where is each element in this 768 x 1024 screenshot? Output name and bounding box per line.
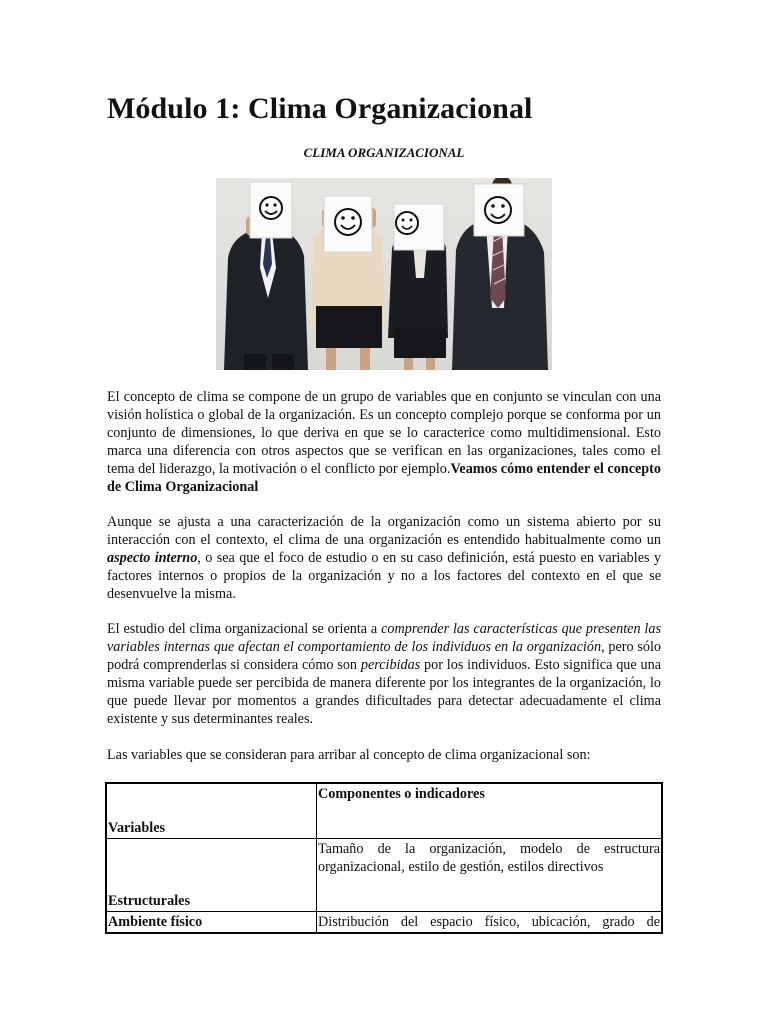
table-row <box>106 839 662 912</box>
illustration-photo <box>216 178 552 370</box>
paragraph-intro <box>107 388 661 496</box>
paragraph2-part2: , o sea que el foco de estudio o en su caso definición, está puesto en variables y factores internos o propios de la organización y no a los factores del contexto en el que se desenvuelve la misma. <box>107 550 661 602</box>
header-variables-label: Variables <box>108 820 166 836</box>
variables-table <box>105 782 663 934</box>
paragraph-intro-bold: Veamos cómo entender el concepto de Clima Organizacional <box>107 461 661 495</box>
person-3 <box>388 204 448 370</box>
table-row <box>106 912 662 934</box>
table-cell-variable <box>106 839 317 912</box>
row-ambiente-fisico-label: Ambiente físico <box>108 914 203 930</box>
table-header-row <box>106 783 662 839</box>
page-title: Módulo 1: Clima Organizacional <box>107 92 533 125</box>
header-components-label: Componentes o indicadores <box>318 786 485 802</box>
row-ambiente-fisico-components: Distribución del espacio físico, ubicación, grado de <box>318 914 660 930</box>
four-people-smiley-faces-image <box>216 178 552 370</box>
paragraph-internal-aspect <box>107 513 661 603</box>
row-estructurales-label: Estructurales <box>108 893 190 909</box>
aspecto-interno-emphasis: aspecto interno <box>107 550 198 566</box>
paragraph3-part2: , pero sólo podrá comprenderlas si considera cómo son <box>107 639 661 673</box>
table-header-components <box>317 783 663 839</box>
paragraph3-part1: El estudio del clima organizacional se orienta a <box>107 621 382 637</box>
paragraph-study <box>107 620 661 728</box>
paragraph-variables-intro: Las variables que se consideran para arribar al concepto de clima organizacional son: <box>107 747 591 763</box>
paragraph3-italic1: comprender las características que presenten las variables internas que afectan el comportamiento de los individuos en la organización <box>107 621 661 655</box>
table-cell-components <box>317 912 663 934</box>
paragraph3-part3: por los individuos. Esto significa que una misma variable puede ser percibida de manera diferente por los integrantes de la organización, lo que puede llevar por momentos a grandes dificultades para detectar adecuadamente el clima existente y sus determinantes reales. <box>107 657 661 727</box>
table-cell-components: Tamaño de la organización, modelo de estructura organizacional, estilo de gestión, estilos directivos <box>317 839 663 912</box>
table-header-variables <box>106 783 317 839</box>
table-cell-variable <box>106 912 317 934</box>
paragraph2-part1: Aunque se ajusta a una caracterización de la organización como un sistema abierto por su interacción con el contexto, el clima de una organización es entendido habitualmente como un <box>107 514 661 548</box>
section-subtitle: CLIMA ORGANIZACIONAL <box>303 145 465 160</box>
paragraph-intro-text: El concepto de clima se compone de un grupo de variables que en conjunto se vinculan con una visión holística o global de la organización. Es un concepto complejo porque se conforma por un conjunto de dimensiones, lo que deriva en que se lo caracterice como multidimensional. Esto marca una diferencia con otros aspectos que se verifican en las organizaciones, tales como el tema del liderazgo, la motivación o el conflicto por ejemplo. <box>107 389 661 477</box>
paragraph3-italic2: percibidas <box>360 657 421 673</box>
person-4 <box>452 178 548 370</box>
person-2 <box>310 196 386 370</box>
person-1 <box>224 182 308 370</box>
